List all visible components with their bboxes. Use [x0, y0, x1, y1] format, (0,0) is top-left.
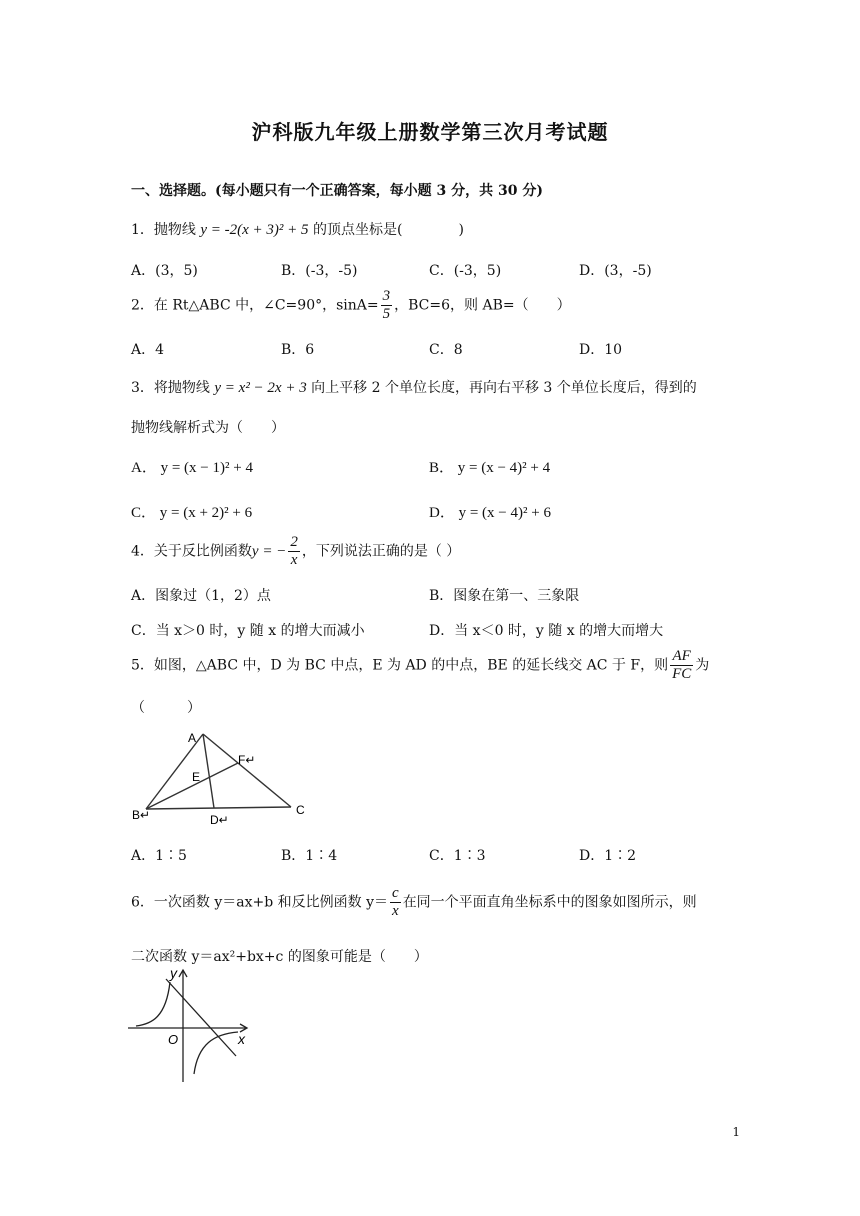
- q1-option-b: B．(-3，-5): [281, 263, 358, 279]
- q4-option-a: A．图象过（1，2）点: [131, 588, 271, 604]
- question-4: [131, 534, 460, 569]
- q3-option-a: [131, 456, 253, 477]
- median-ad: [203, 734, 214, 808]
- question-4-formula: y = −: [251, 543, 287, 560]
- label-f: F↵: [238, 753, 256, 767]
- question-5-line-2: （ ）: [131, 700, 201, 716]
- question-5: [131, 648, 709, 683]
- question-6-prefix: 6．一次函数 y＝ax+b 和反比例函数 y＝: [131, 894, 389, 911]
- q2-option-d: D．10: [579, 342, 623, 358]
- question-1-formula: y = -2(x + 3)² + 5: [200, 222, 309, 238]
- label-b: B↵: [132, 808, 151, 822]
- option-text: A． y = (x − 1)² + 4: [131, 460, 253, 476]
- fraction-numerator: 2: [290, 534, 298, 550]
- q1-option-d: D．(3，-5): [579, 263, 652, 279]
- hyperbola-branch-left: [136, 982, 170, 1026]
- question-2-fraction: [381, 288, 393, 323]
- option-text: B． y = (x − 4)² + 4: [429, 460, 551, 476]
- fraction-numerator: 3: [382, 288, 391, 304]
- label-c: C: [296, 803, 305, 817]
- q1-option-c: C．(-3，5): [429, 263, 502, 279]
- question-1-prefix: 1．抛物线: [131, 222, 196, 238]
- q3-option-c: [131, 501, 252, 522]
- question-5-prefix: 5．如图，△ABC 中，D 为 BC 中点，E 为 AD 的中点，BE 的延长线交 AC 于 F，则: [131, 657, 669, 674]
- question-3-line-2: 抛物线解析式为（ ）: [131, 420, 285, 436]
- page-title: 沪科版九年级上册数学第三次月考试题: [251, 120, 609, 144]
- q4-option-b: B．图象在第一、三象限: [429, 588, 580, 604]
- question-6: [131, 885, 697, 920]
- q3-option-b: [429, 456, 550, 477]
- q4-option-c: C．当 x＞0 时，y 随 x 的增大而减小: [131, 623, 365, 639]
- fraction-denominator: 5: [382, 306, 391, 322]
- fraction-denominator: FC: [672, 666, 692, 682]
- hyperbola-branch-right: [194, 1032, 238, 1074]
- question-4-suffix: ，下列说法正确的是（ ）: [301, 543, 461, 560]
- page-number: 1: [732, 1125, 740, 1139]
- q5-option-a: A．1∶5: [131, 848, 187, 864]
- q5-option-c: C．1∶3: [429, 848, 486, 864]
- q2-option-a: A．4: [131, 342, 165, 358]
- fraction-numerator: AF: [670, 648, 693, 666]
- label-x: x: [238, 1031, 245, 1047]
- question-6-fraction: [390, 885, 401, 920]
- question-1: [131, 219, 464, 239]
- label-d: D↵: [210, 813, 229, 827]
- label-a: A: [188, 731, 197, 745]
- q1-option-a: A．(3，5): [131, 263, 198, 279]
- label-y: y: [170, 965, 177, 981]
- triangle-figure: [128, 724, 318, 828]
- question-3-prefix: 3．将抛物线: [131, 380, 210, 396]
- q2-option-b: B．6: [281, 342, 315, 358]
- q5-option-b: B．1∶4: [281, 848, 338, 864]
- option-text: C． y = (x + 2)² + 6: [131, 505, 253, 521]
- question-2-prefix: 2．在 Rt△ABC 中，∠C=90°，sinA=: [131, 297, 379, 314]
- question-6-line-2: 二次函数 y＝ax²+bx+c 的图象可能是（ ）: [131, 949, 428, 965]
- question-2: [131, 288, 571, 323]
- fraction-numerator: c: [392, 885, 399, 901]
- side-bc: [146, 807, 291, 809]
- label-origin: O: [168, 1032, 179, 1047]
- question-6-suffix: 在同一个平面直角坐标系中的图象如图所示，则: [402, 894, 697, 911]
- question-3: [131, 377, 697, 397]
- question-3-formula: y = x² − 2x + 3: [214, 380, 307, 396]
- question-5-suffix: 为: [695, 657, 710, 674]
- function-graph-figure: [126, 962, 256, 1084]
- option-text: D． y = (x − 4)² + 6: [429, 505, 551, 521]
- q5-option-d: D．1∶2: [579, 848, 637, 864]
- question-1-suffix: 的顶点坐标是( ): [313, 222, 464, 238]
- question-4-fraction: [288, 534, 300, 569]
- question-3-suffix: 向上平移 2 个单位长度，再向右平移 3 个单位长度后，得到的: [311, 380, 697, 396]
- question-4-prefix: 4．关于反比例函数: [131, 543, 252, 560]
- label-e: E: [192, 770, 201, 784]
- question-5-fraction: [670, 648, 693, 683]
- q4-option-d: D．当 x＜0 时，y 随 x 的增大而增大: [429, 623, 664, 639]
- section-heading: 一、选择题。(每小题只有一个正确答案，每小题 3 分，共 30 分): [131, 183, 543, 199]
- fraction-denominator: x: [392, 903, 399, 919]
- fraction-denominator: x: [290, 552, 298, 568]
- q3-option-d: [429, 501, 551, 522]
- question-2-suffix: ，BC=6，则 AB=（ ）: [394, 297, 571, 314]
- q2-option-c: C．8: [429, 342, 463, 358]
- side-ac: [203, 734, 291, 807]
